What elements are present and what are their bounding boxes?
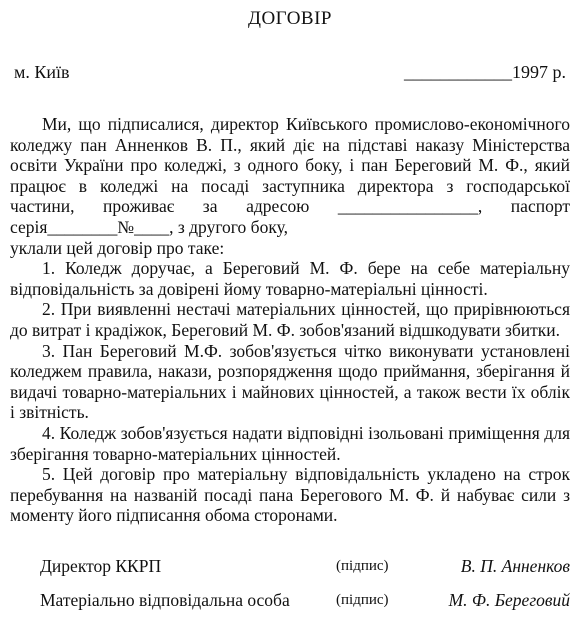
intro-paragraph: Ми, що підписалися, директор Київського промислово-економічного коледжу пан Анненков В. П., який діє на підставі наказу Міністерства освіти України про коледжі, з одного боку, і пан Береговий М. Ф., який працює в коледжі на посаді заступника директора з господарської частини, проживає за адресою ________________, паспорт серія________№____, з другого боку, <box>10 114 570 237</box>
signature-label: (підпис) <box>336 592 389 608</box>
city: м. Київ <box>14 62 70 82</box>
signature-name: М. Ф. Береговий <box>448 590 570 610</box>
clause-2: 2. При виявленні нестачі матеріальних цінностей, що прирівнюються до витрат і крадіжок, Береговий М. Ф. зобов'язаний відшкодувати збитки. <box>10 299 570 340</box>
signature-row-responsible <box>40 590 570 624</box>
signature-row-director <box>40 556 570 590</box>
signature-name: В. П. Анненков <box>460 556 570 576</box>
document-title: ДОГОВІР <box>248 8 332 29</box>
signatures-block <box>40 556 570 624</box>
date: ____________1997 р. <box>404 62 566 82</box>
clause-5: 5. Цей договір про матеріальну відповідальність укладено на строк перебування на названій посаді пана Берегового М. Ф. й набуває сили з моменту його підписання обома сторонами. <box>10 464 570 526</box>
signature-role: Матеріально відповідальна особа <box>40 590 290 610</box>
clause-4: 4. Коледж зобов'язується надати відповідні ізольовані приміщення для зберігання товарно-матеріальних цінностей. <box>10 422 570 464</box>
place-date-line <box>14 62 566 86</box>
clause-3: 3. Пан Береговий М.Ф. зобов'язується чітко виконувати установлені коледжем правила, накази, розпорядження щодо приймання, зберігання й видачі товарно-матеріальних і майнових цінностей, а також вести їх облік і звітність. <box>10 340 570 423</box>
clause-1: 1. Коледж доручає, а Береговий М. Ф. бере на себе матеріальну відповідальність за довірені йому товарно-матеріальні цінності. <box>10 258 570 299</box>
signature-role: Директор ККРП <box>40 556 162 576</box>
signature-label: (підпис) <box>336 558 389 574</box>
contract-body <box>10 114 570 526</box>
intro-end: уклали цей договір про таке: <box>10 237 225 258</box>
